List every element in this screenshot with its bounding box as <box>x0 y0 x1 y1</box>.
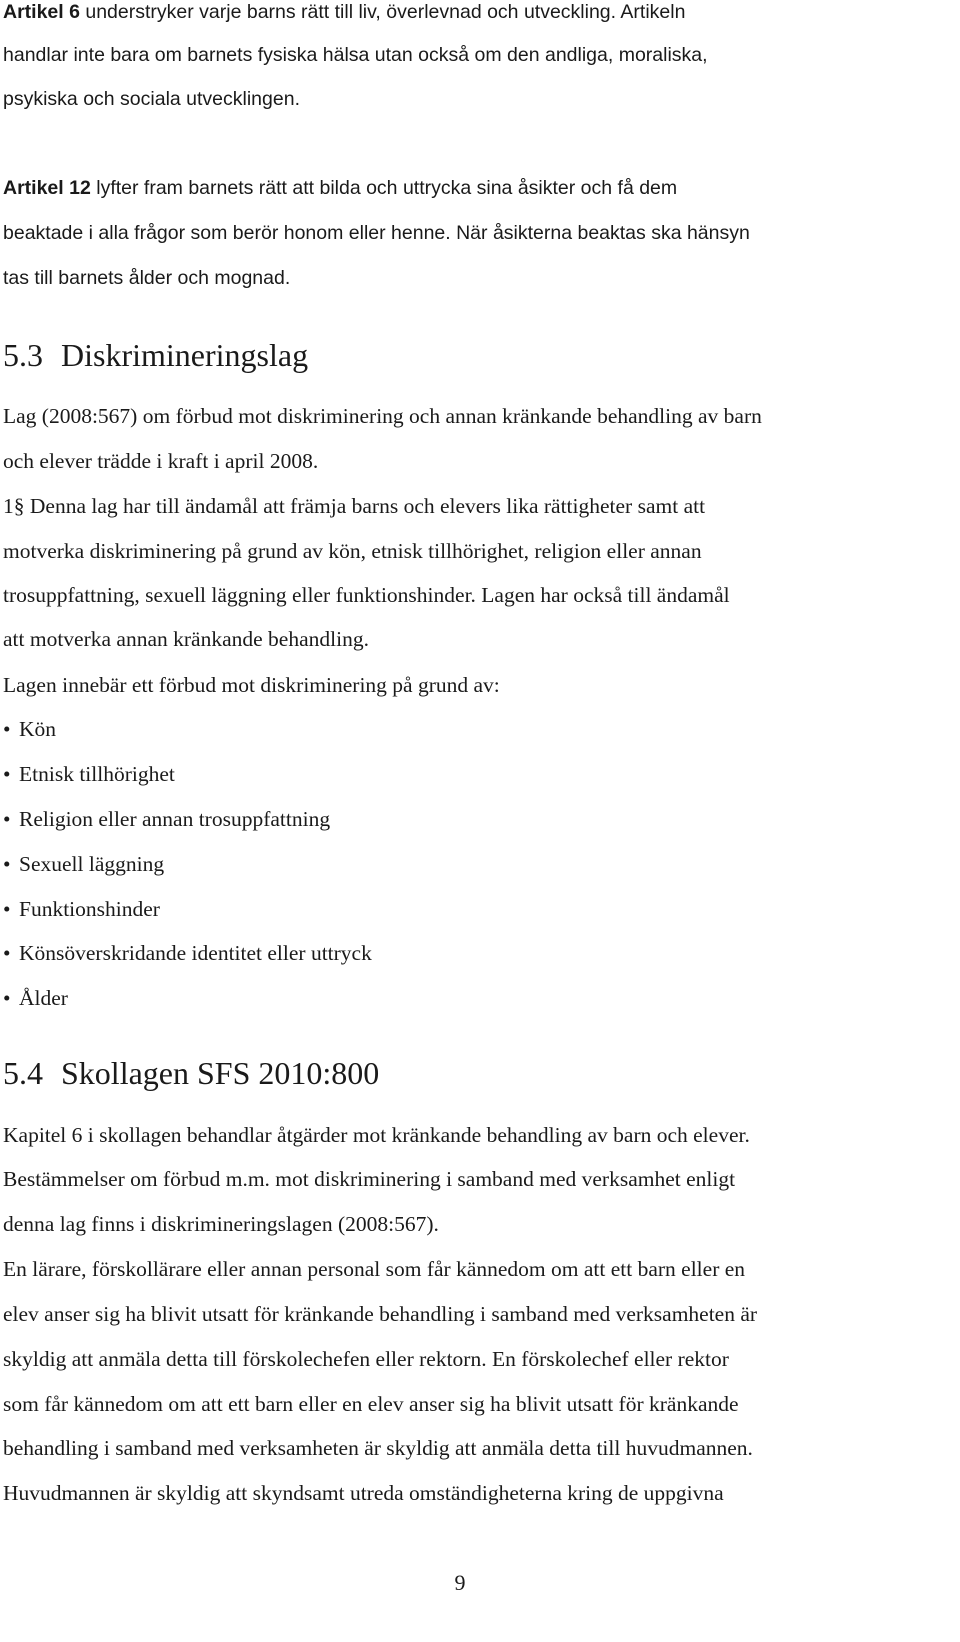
section-53-intro-2: och elever trädde i kraft i april 2008. <box>3 449 319 473</box>
art6-line-2: handlar inte bara om barnets fysiska hälsa utan också om den andliga, moraliska, <box>3 44 708 66</box>
section-54-para2-5: behandling i samband med verksamheten är skyldig att anmäla detta till huvudmannen. <box>3 1436 753 1460</box>
bullet-icon: • <box>3 762 11 786</box>
list-item: • Sexuell läggning <box>3 849 164 879</box>
section-53-list-intro: Lagen innebär ett förbud mot diskriminering på grund av: <box>3 673 500 697</box>
list-item: • Funktionshinder <box>3 894 160 924</box>
list-item: • Kön <box>3 714 56 744</box>
section-54-para1-1: Kapitel 6 i skollagen behandlar åtgärder mot kränkande behandling av barn och elever. <box>3 1123 750 1147</box>
list-item: • Religion eller annan trosuppfattning <box>3 804 330 834</box>
art6-line-1 <box>3 0 685 27</box>
section-54-para2-6: Huvudmannen är skyldig att skyndsamt utreda omständigheterna kring de uppgivna <box>3 1481 724 1505</box>
art12-text-1: lyfter fram barnets rätt att bilda och uttrycka sina åsikter och få dem <box>90 177 678 199</box>
section-54-title: Skollagen SFS 2010:800 <box>61 1055 380 1091</box>
section-53-para-3: trosuppfattning, sexuell läggning eller funktionshinder. Lagen har också till ändamål <box>3 583 730 607</box>
art12-line-2: beaktade i alla frågor som berör honom eller henne. När åsikterna beaktas ska hänsyn <box>3 222 750 244</box>
bullet-icon: • <box>3 986 11 1010</box>
section-53-para-1: 1§ Denna lag har till ändamål att främja barns och elevers lika rättigheter samt att <box>3 494 706 518</box>
section-54-number: 5.4 <box>3 1055 43 1091</box>
bullet-icon: • <box>3 807 11 831</box>
list-item: • Könsöverskridande identitet eller uttryck <box>3 938 372 968</box>
bullet-icon: • <box>3 852 11 876</box>
art12-bold: Artikel 12 <box>3 177 91 199</box>
page-number: 9 <box>454 1570 466 1595</box>
art12-line-1 <box>3 173 677 203</box>
section-53-intro-1: Lag (2008:567) om förbud mot diskriminering och annan kränkande behandling av barn <box>3 404 762 428</box>
bullet-icon: • <box>3 941 11 965</box>
section-53-number: 5.3 <box>3 337 43 373</box>
section-54-para2-2: elev anser sig ha blivit utsatt för kränkande behandling i samband med verksamheten är <box>3 1302 758 1326</box>
section-53-heading <box>3 335 308 375</box>
section-54-heading <box>3 1053 379 1093</box>
list-item: • Ålder <box>3 983 68 1013</box>
art6-text-1: understryker varje barns rätt till liv, överlevnad och utveckling. Artikeln <box>79 1 686 23</box>
art12-line-3: tas till barnets ålder och mognad. <box>3 267 291 289</box>
bullet-icon: • <box>3 717 11 741</box>
section-53-para-2: motverka diskriminering på grund av kön, etnisk tillhörighet, religion eller annan <box>3 539 702 563</box>
section-54-para2-4: som får kännedom om att ett barn eller en elev anser sig ha blivit utsatt för kränkande <box>3 1392 739 1416</box>
section-53-title: Diskrimineringslag <box>61 337 309 373</box>
section-54-para2-1: En lärare, förskollärare eller annan personal som får kännedom om att ett barn eller en <box>3 1257 746 1281</box>
art6-line-3: psykiska och sociala utvecklingen. <box>3 88 300 110</box>
section-54-para1-3: denna lag finns i diskrimineringslagen (2008:567). <box>3 1212 439 1236</box>
section-54-para1-2: Bestämmelser om förbud m.m. mot diskriminering i samband med verksamhet enligt <box>3 1167 736 1191</box>
art6-bold: Artikel 6 <box>3 1 80 23</box>
section-54-para2-3: skyldig att anmäla detta till förskolechefen eller rektorn. En förskolechef eller rektor <box>3 1347 729 1371</box>
bullet-icon: • <box>3 897 11 921</box>
section-53-para-4: att motverka annan kränkande behandling. <box>3 627 369 651</box>
list-item: • Etnisk tillhörighet <box>3 759 175 789</box>
